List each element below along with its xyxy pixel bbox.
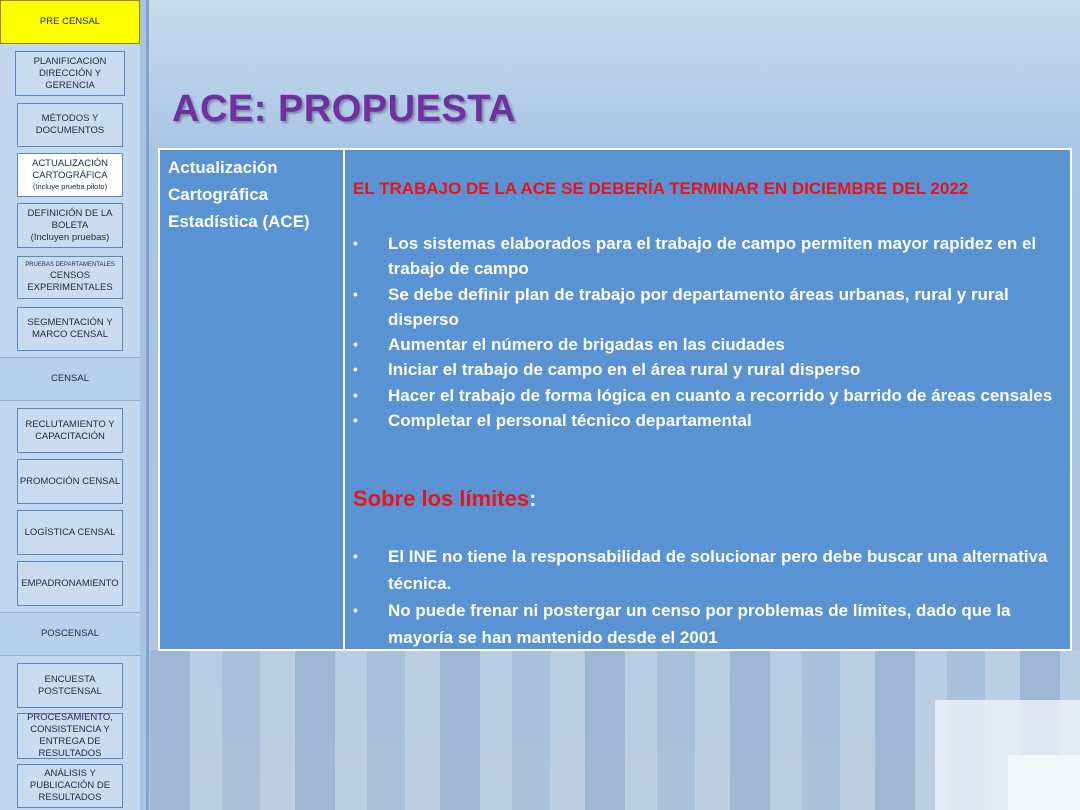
deadline-headline: EL TRABAJO DE LA ACE SE DEBERÍA TERMINAR EN DICIEMBRE DEL 2022 (353, 179, 969, 198)
sidebar-item-label: LOGÍSTICA CENSAL (24, 526, 116, 538)
bullet-icon: • (353, 361, 358, 378)
sidebar-item-note: (Incluyen pruebas) (30, 231, 110, 243)
sidebar-item-label: RECLUTAMIENTO Y CAPACITACIÓN (25, 418, 115, 442)
list-item-text: Aumentar el número de brigadas en las ciudades (388, 335, 785, 355)
sidebar-item-label: ANÁLISIS Y PUBLICACIÓN DE RESULTADOS (29, 768, 111, 803)
sidebar-section-censal[interactable] (0, 357, 140, 401)
list-item-text: Completar el personal técnico departamental (388, 411, 752, 431)
list-item-text: Se debe definir plan de trabajo por departamento áreas urbanas, rural y rural disperso (388, 284, 1009, 329)
sidebar-item-label: EMPADRONAMIENTO (21, 577, 119, 589)
list-item (353, 332, 1065, 357)
content-table (158, 148, 1072, 651)
subheading-colon: : (529, 486, 537, 511)
limits-list (353, 543, 1065, 651)
sidebar-item-label: SEGMENTACIÓN Y MARCO CENSAL (27, 317, 113, 340)
list-item-text: No puede frenar ni postergar un censo por problemas de límites, dado que la mayoría se han mantenido desde el 2001 (388, 601, 1011, 647)
sidebar-item-promocion[interactable] (17, 459, 123, 504)
list-item (353, 543, 1065, 597)
sidebar-item-note: PRUEBAS DEPARTAMENTALES (25, 262, 115, 268)
sidebar-item-empadronamiento[interactable] (17, 561, 123, 606)
subheading-text: Sobre los límites (353, 486, 530, 511)
sidebar-item-label: PROCESAMIENTO, CONSISTENCIA Y ENTREGA DE RESULTADOS (27, 712, 113, 759)
list-item (353, 231, 1065, 282)
bullet-icon: • (353, 336, 358, 353)
list-item (353, 408, 1065, 433)
sidebar-item-planificacion[interactable] (15, 51, 125, 96)
proposal-list (353, 231, 1065, 433)
sidebar-item-metodos[interactable] (17, 103, 123, 147)
sidebar-item-label: ENCUESTA POSTCENSAL (38, 673, 102, 697)
sidebar-item-label: MÉTODOS Y DOCUMENTOS (35, 113, 105, 136)
sidebar-item-label: CENSAL (50, 373, 89, 384)
sidebar-item-logistica[interactable] (17, 510, 123, 555)
sidebar-item-label: PROMOCIÓN CENSAL (19, 475, 121, 487)
bullet-icon: • (353, 285, 358, 302)
sidebar-item-label: PRE CENSAL (39, 16, 101, 27)
sidebar-item-actualizacion[interactable] (17, 153, 123, 197)
bullet-icon: • (353, 548, 358, 564)
bullet-icon: • (353, 386, 358, 403)
list-item-text: Hacer el trabajo de forma lógica en cuanto a recorrido y barrido de áreas censales (388, 385, 1053, 405)
page-title: ACE: PROPUESTA (172, 88, 517, 130)
list-item-text: Los sistemas elaborados para el trabajo de campo permiten mayor rapidez en el trabajo de campo (388, 234, 1037, 279)
sidebar-item-label: CENSOS EXPERIMENTALES (27, 270, 113, 293)
sidebar-item-label: POSCENSAL (40, 628, 100, 639)
sidebar-item-note: (Incluye prueba piloto) (32, 182, 108, 191)
sidebar-item-label: DEFINICIÓN DE LA BOLETA (27, 207, 113, 231)
limits-subheading (353, 486, 536, 512)
list-item-text: El INE no tiene la responsabilidad de solucionar pero debe buscar una alternativa técnica. (388, 547, 1048, 593)
bullet-icon: • (353, 412, 358, 429)
sidebar-item-label: PLANIFICACION DIRECCIÓN Y GERENCIA (33, 55, 107, 91)
sidebar-item-encuesta[interactable] (17, 663, 123, 708)
row-label: Actualización Cartográfica Estadística (ACE) (168, 158, 310, 231)
bullet-icon: • (353, 235, 358, 251)
sidebar-item-reclutamiento[interactable] (17, 408, 123, 453)
sidebar-item-analisis[interactable] (17, 764, 123, 808)
table-left-column (160, 150, 345, 649)
sidebar-item-pre-censal[interactable] (0, 0, 140, 44)
sidebar-item-definicion[interactable] (17, 203, 123, 248)
sidebar-item-procesamiento[interactable] (17, 713, 123, 759)
bullet-icon: • (353, 602, 358, 618)
sidebar-section-poscensal[interactable] (0, 612, 140, 656)
sidebar-item-label: ACTUALIZACIÓN CARTOGRÁFICA (31, 158, 108, 181)
list-item (353, 383, 1065, 408)
table-right-column (347, 150, 1072, 649)
list-item (353, 357, 1065, 382)
list-item-text: Iniciar el trabajo de campo en el área rural y rural disperso (388, 360, 861, 380)
sidebar-edge (140, 0, 146, 810)
sidebar (0, 0, 149, 810)
sidebar-item-censos-experimentales[interactable] (17, 256, 123, 299)
list-item (353, 282, 1065, 333)
background-glow (1008, 755, 1080, 810)
sidebar-item-segmentacion[interactable] (17, 307, 123, 351)
list-item (353, 597, 1065, 651)
